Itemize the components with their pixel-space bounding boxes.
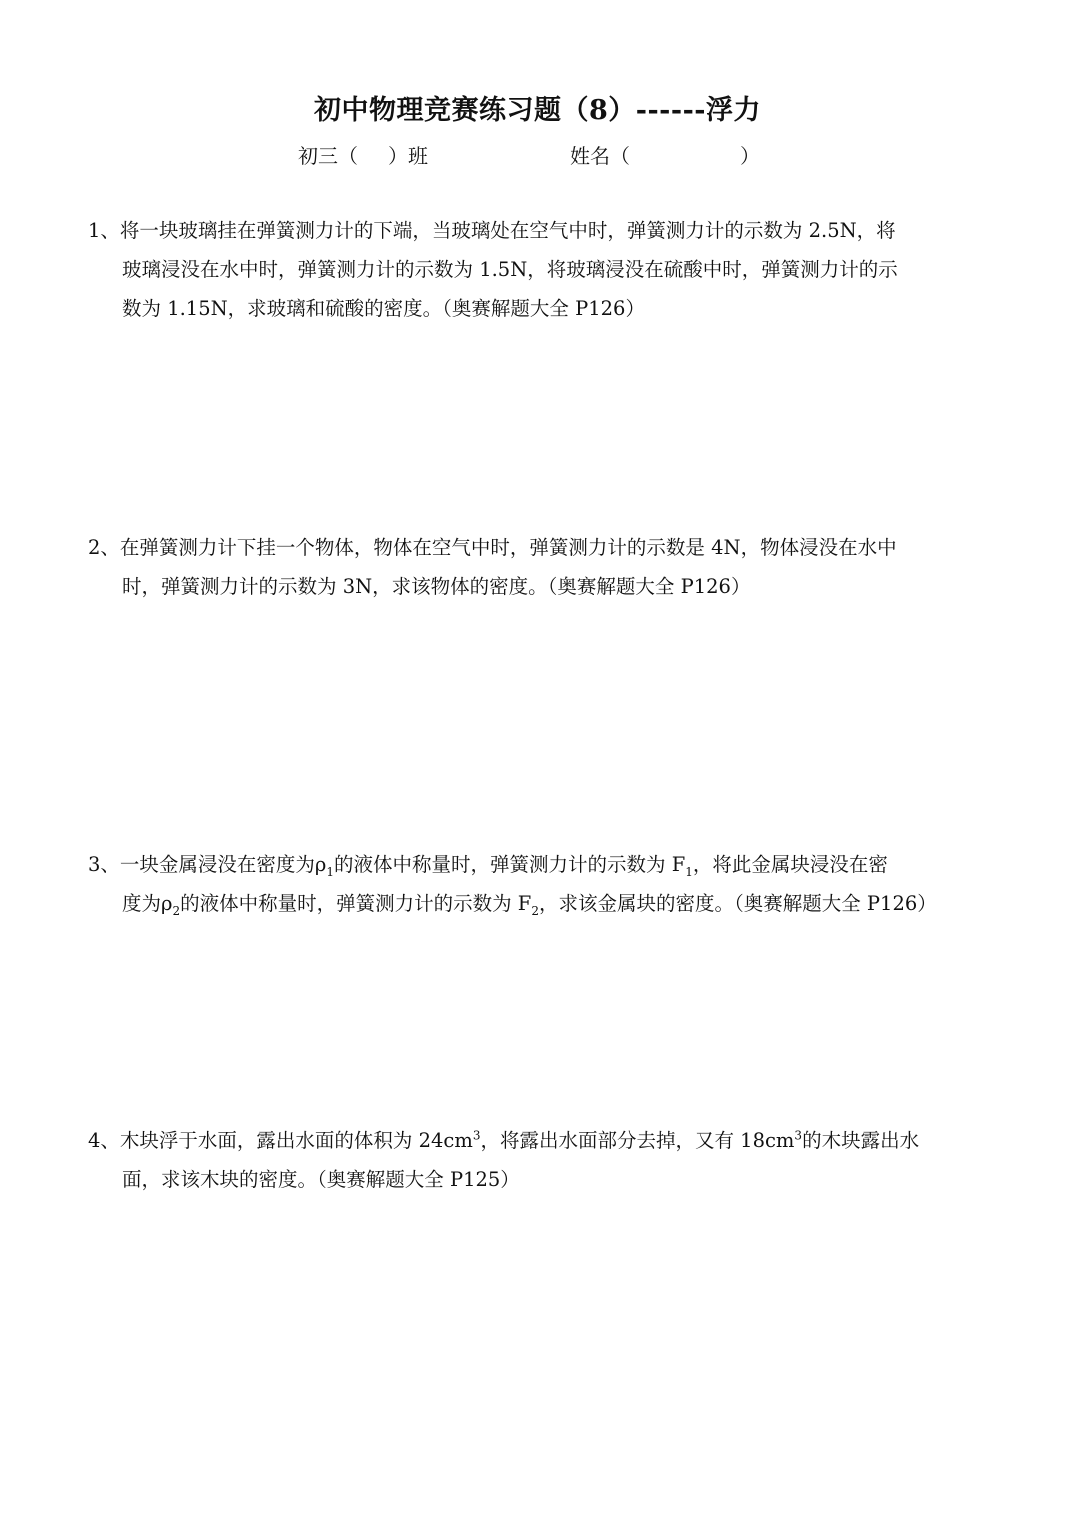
question-3-text-2a: 度为ρ	[122, 892, 173, 915]
question-3-line-1	[88, 845, 998, 884]
rho-subscript-1: 1	[326, 864, 335, 879]
question-4-line-1	[88, 1121, 998, 1160]
f-subscript-2: 2	[531, 903, 539, 918]
class-prefix: 初三（	[298, 144, 358, 168]
question-2	[88, 528, 998, 606]
question-2-line-2: 时，弹簧测力计的示数为 3N，求该物体的密度。（奥赛解题大全 P126）	[122, 575, 751, 598]
question-3-text-2c: ，求该金属块的密度。（奥赛解题大全 P126）	[538, 892, 937, 915]
class-suffix: ）班	[388, 144, 428, 168]
class-field	[298, 140, 428, 169]
question-1	[88, 211, 998, 328]
cubic-superscript-2: 3	[794, 1128, 803, 1143]
question-3-text-1c: ，将此金属块浸没在密	[692, 853, 888, 876]
question-4-line-2: 面，求该木块的密度。（奥赛解题大全 P125）	[122, 1168, 520, 1191]
f-subscript-1: 1	[685, 864, 693, 879]
name-prefix: 姓名（	[570, 144, 630, 168]
question-3	[88, 845, 998, 923]
question-4-text-1a: 4、木块浮于水面，露出水面的体积为 24cm	[88, 1129, 473, 1152]
page-title: 初中物理竞赛练习题（8）------浮力	[313, 95, 762, 126]
question-1-line-3: 数为 1.15N，求玻璃和硫酸的密度。（奥赛解题大全 P126）	[122, 297, 645, 320]
question-4	[88, 1121, 998, 1199]
question-4-text-1b: ，将露出水面部分去掉，又有 18cm	[480, 1129, 795, 1152]
question-3-text-2b: 的液体中称量时，弹簧测力计的示数为 F	[180, 892, 532, 915]
question-4-text-1c: 的木块露出水	[802, 1129, 920, 1152]
rho-subscript-2: 2	[172, 903, 181, 918]
question-2-line-1: 2、在弹簧测力计下挂一个物体，物体在空气中时，弹簧测力计的示数是 4N，物体浸没在水中	[88, 536, 897, 559]
question-1-line-1: 1、将一块玻璃挂在弹簧测力计的下端，当玻璃处在空气中时，弹簧测力计的示数为 2.5N，将	[88, 219, 896, 242]
cubic-superscript-1: 3	[472, 1128, 481, 1143]
question-3-text-1b: 的液体中称量时，弹簧测力计的示数为 F	[334, 853, 686, 876]
name-field	[570, 140, 760, 169]
question-3-line-2	[88, 884, 998, 923]
question-3-text-1a: 3、一块金属浸没在密度为ρ	[88, 853, 327, 876]
name-suffix: ）	[740, 144, 760, 168]
question-1-line-2: 玻璃浸没在水中时，弹簧测力计的示数为 1.5N，将玻璃浸没在硫酸中时，弹簧测力计的示	[122, 258, 898, 281]
